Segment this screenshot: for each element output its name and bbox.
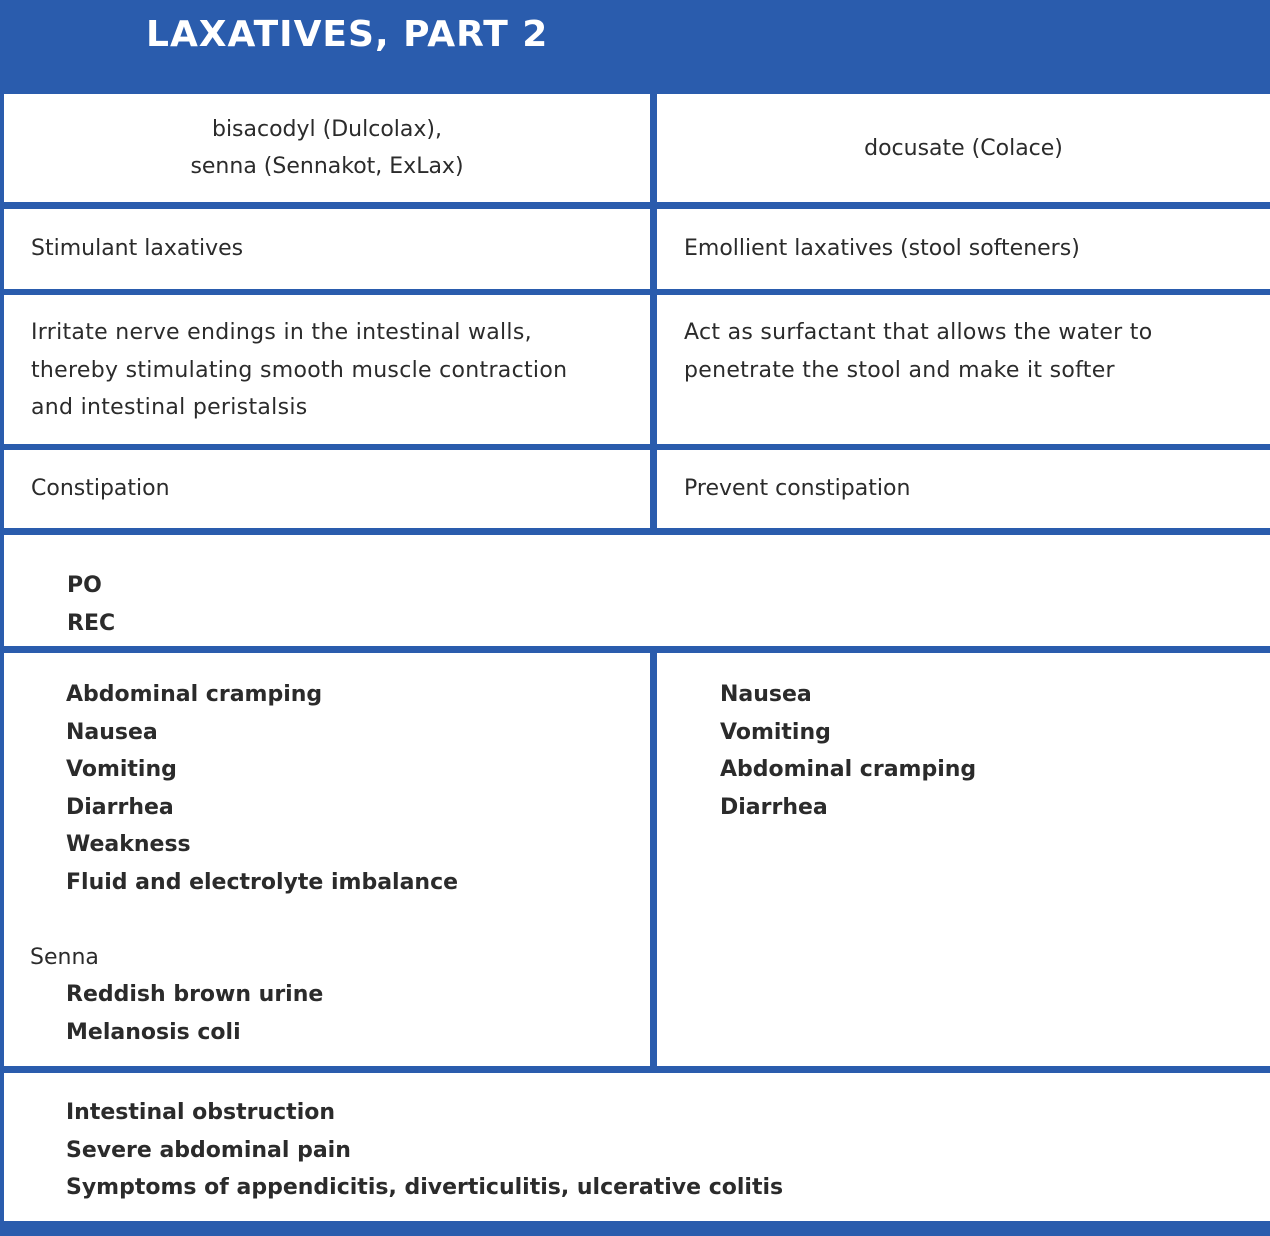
adverse-effect-item: Abdominal cramping	[66, 682, 323, 707]
classification-right: Emollient laxatives (stool softeners)	[684, 236, 1080, 262]
senna-effect-item: Reddish brown urine	[66, 982, 324, 1007]
drug-name-docusate: docusate (Colace)	[864, 135, 1063, 161]
adverse-effect-item: Vomiting	[720, 719, 831, 745]
classification-right-cell	[657, 209, 1270, 289]
routes-cell	[4, 535, 1270, 646]
route-item: REC	[67, 610, 116, 636]
classification-left-cell	[4, 209, 650, 289]
adverse-effect-item: Fluid and electrolyte imbalance	[66, 869, 459, 895]
adverse-effect-item: Diarrhea	[66, 794, 174, 820]
adverse-effects-left-cell	[4, 653, 650, 1066]
drug-names-right-cell	[657, 94, 1270, 202]
adverse-effect-item: Abdominal cramping	[720, 757, 977, 782]
adverse-effect-item: Vomiting	[66, 757, 177, 782]
indication-right: Prevent constipation	[684, 476, 911, 502]
contraindication-item: Symptoms of appendicitis, diverticulitis, ulcerative colitis	[66, 1175, 784, 1200]
adverse-effect-item: Nausea	[66, 719, 158, 745]
drug-name-line-2: senna (Sennakot, ExLax)	[190, 154, 464, 179]
mechanism-left-cell	[4, 295, 650, 444]
mechanism-right: Act as surfactant that allows the water to penetrate the stool and make it softer	[684, 320, 1153, 383]
indication-left: Constipation	[31, 476, 170, 502]
classification-left: Stimulant laxatives	[31, 236, 244, 262]
title-bar	[0, 0, 1270, 90]
adverse-effect-item: Diarrhea	[720, 794, 828, 820]
page-title: LAXATIVES, PART 2	[146, 14, 549, 55]
contraindications-cell	[4, 1073, 1270, 1221]
contraindication-item: Severe abdominal pain	[66, 1137, 351, 1163]
indication-left-cell	[4, 450, 650, 528]
senna-heading: Senna	[30, 944, 99, 970]
adverse-effect-item: Nausea	[720, 682, 812, 707]
route-item: PO	[67, 573, 102, 598]
mechanism-right-cell	[657, 295, 1270, 444]
mechanism-left: Irritate nerve endings in the intestinal walls, thereby stimulating smooth muscle contraction and intestinal peristalsis	[31, 320, 568, 420]
adverse-effects-right-cell	[657, 653, 1270, 1066]
drug-names-left-cell	[4, 94, 650, 202]
contraindication-item: Intestinal obstruction	[66, 1100, 336, 1125]
adverse-effect-item: Weakness	[66, 832, 191, 857]
drug-name-line-1: bisacodyl (Dulcolax),	[211, 117, 442, 142]
indication-right-cell	[657, 450, 1270, 528]
senna-effect-item: Melanosis coli	[66, 1019, 241, 1045]
spacer	[66, 901, 650, 939]
